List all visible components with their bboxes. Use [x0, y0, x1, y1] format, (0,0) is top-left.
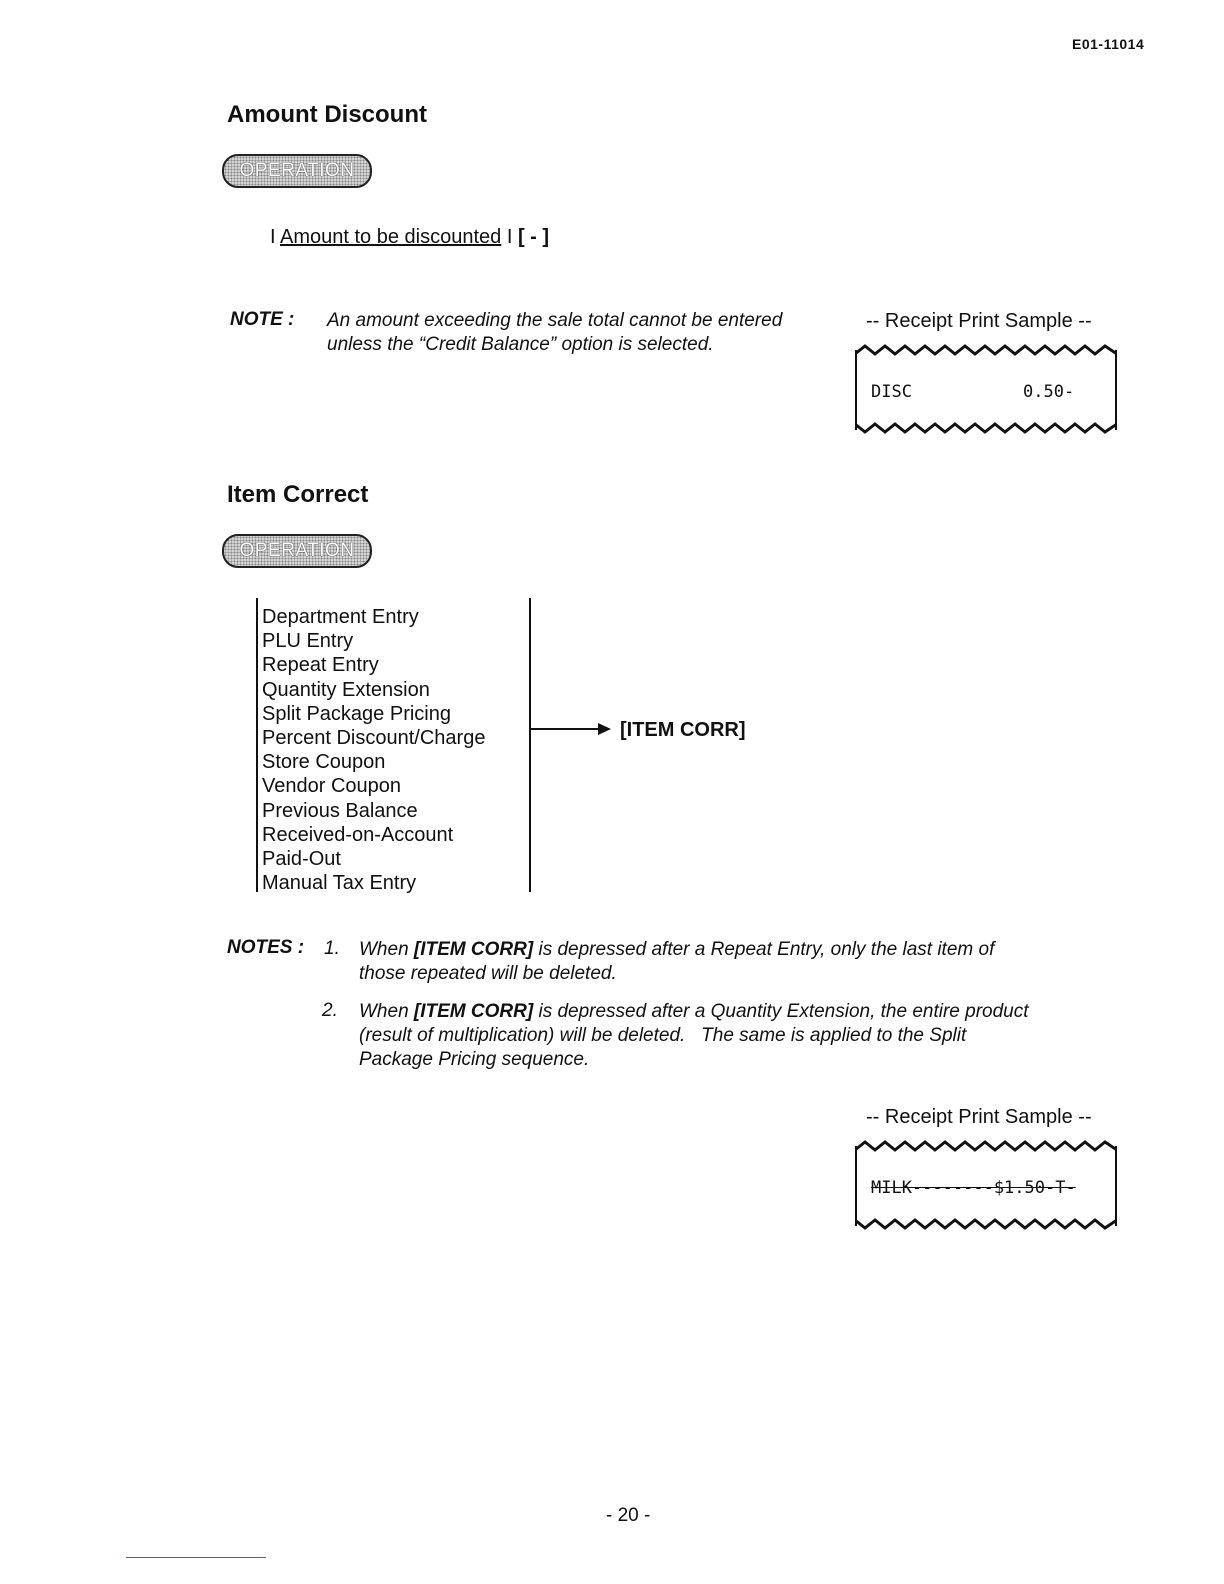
note-line: unless the “Credit Balance” option is selected. [327, 334, 714, 355]
sequence-separator: I [270, 226, 276, 248]
note-number: 2. [322, 1000, 338, 1021]
note-line: When [ITEM CORR] is depressed after a Repeat Entry, only the last item of [359, 939, 995, 960]
list-item: Store Coupon [262, 751, 386, 774]
note-line: When [ITEM CORR] is depressed after a Quantity Extension, the entire product [359, 1001, 1029, 1022]
note-line: those repeated will be deleted. [359, 963, 617, 984]
item-corr-key: [ITEM CORR] [620, 719, 746, 741]
entry-bracket-left [256, 598, 258, 892]
receipt-voided-line: MILK--------$1.50-T- [871, 1178, 1076, 1198]
note-2 [359, 1000, 1029, 1072]
receipt-sample-title: -- Receipt Print Sample -- [866, 310, 1092, 332]
list-item: Previous Balance [262, 799, 418, 822]
operation-badge: OPERATION [222, 154, 372, 188]
section-heading-item-correct: Item Correct [227, 481, 369, 508]
sequence-amount: Amount to be discounted [280, 226, 502, 248]
list-item: Manual Tax Entry [262, 872, 417, 895]
receipt-tear-bottom [855, 1218, 1117, 1232]
note-1 [359, 938, 994, 986]
bottom-rule [126, 1557, 266, 1558]
note-line: Package Pricing sequence. [359, 1049, 590, 1070]
receipt-tear-top [855, 344, 1117, 358]
operation-badge: OPERATION [222, 534, 372, 568]
sequence-key: [ - ] [517, 226, 550, 248]
entry-type-list [262, 605, 485, 895]
page-number: - 20 - [606, 1505, 651, 1526]
list-item: Paid-Out [262, 848, 341, 871]
document-id: E01-11014 [1072, 36, 1145, 52]
list-item: Vendor Coupon [262, 775, 402, 798]
notes-label: NOTES : [227, 937, 305, 958]
receipt-label: DISC [871, 382, 912, 402]
entry-bracket-right [529, 598, 531, 892]
note-number: 1. [324, 938, 340, 959]
list-item: PLU Entry [262, 630, 354, 653]
list-item: Department Entry [262, 606, 419, 628]
receipt-tear-bottom [855, 422, 1117, 436]
section-heading-amount-discount: Amount Discount [227, 101, 427, 128]
note-line: An amount exceeding the sale total cannot be entered [327, 310, 783, 331]
note-line: (result of multiplication) will be deleted. The same is applied to the Split [359, 1025, 967, 1046]
receipt-value: 0.50- [1023, 382, 1075, 402]
receipt-sample-disc [855, 350, 1117, 430]
receipt-sample-title: -- Receipt Print Sample -- [866, 1106, 1092, 1128]
receipt-tear-top [855, 1140, 1117, 1154]
amount-discount-sequence [270, 226, 549, 249]
list-item: Repeat Entry [262, 654, 379, 677]
receipt-sample-item-corr [855, 1146, 1117, 1226]
sequence-separator: I [506, 226, 513, 248]
list-item: Percent Discount/Charge [262, 727, 486, 750]
arrow-right-icon [530, 722, 612, 736]
list-item: Split Package Pricing [262, 702, 451, 725]
list-item: Quantity Extension [262, 678, 430, 701]
note-label: NOTE : [230, 309, 295, 330]
note-text [327, 309, 782, 357]
list-item: Received-on-Account [262, 823, 454, 846]
